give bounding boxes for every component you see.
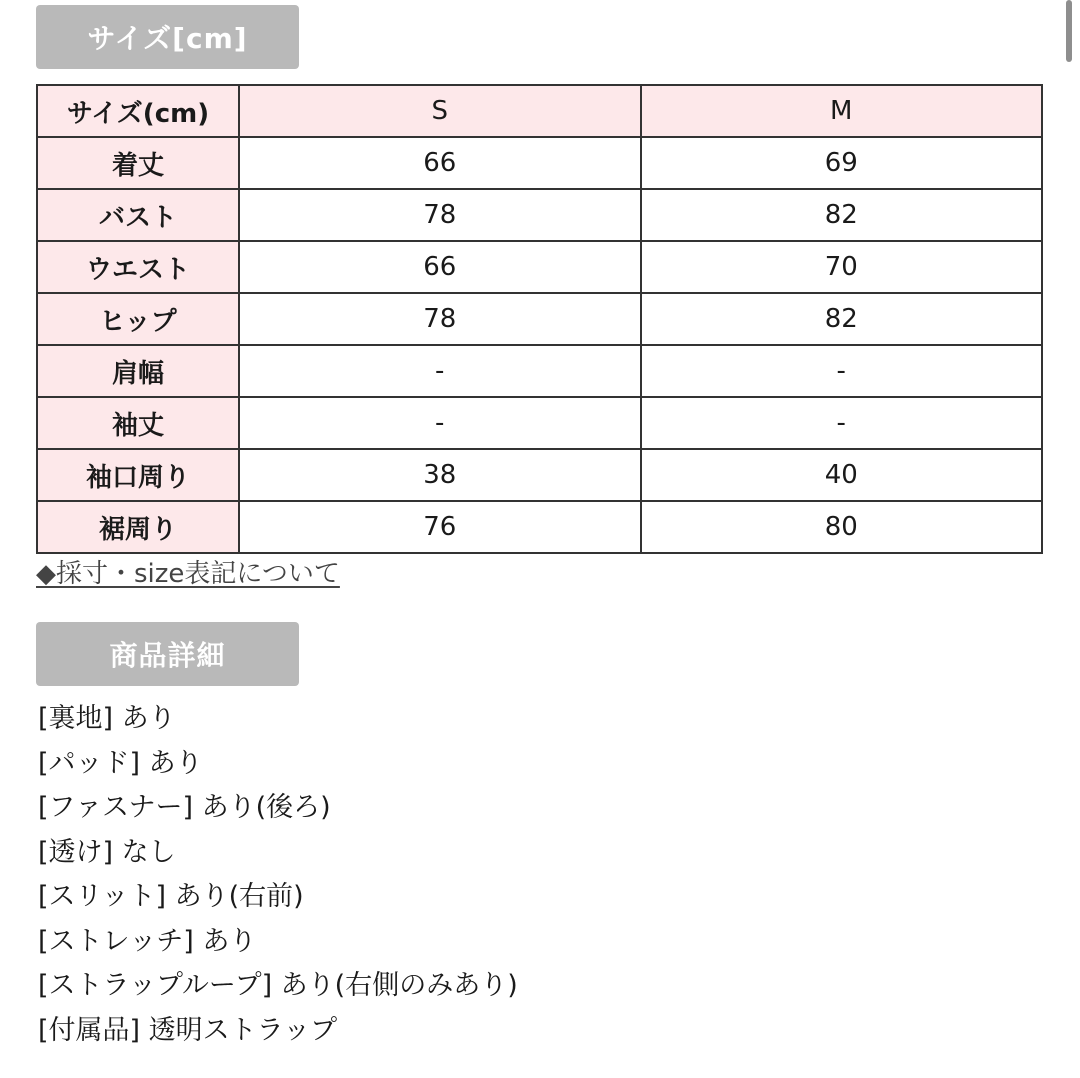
row-label-shoulder: 肩幅 [37,345,239,397]
row-label-waist: ウエスト [37,241,239,293]
cell-value: 82 [641,189,1043,241]
list-item: [ファスナー] あり(後ろ) [38,792,331,823]
row-label-hip: ヒップ [37,293,239,345]
row-label-cuff: 袖口周り [37,449,239,501]
cell-value: 78 [239,293,641,345]
cell-value: 66 [239,241,641,293]
cell-value: - [641,345,1043,397]
size-column-m: M [641,85,1043,137]
table-row [37,293,1042,345]
table-row [37,501,1042,553]
cell-value: - [641,397,1043,449]
cell-value: 40 [641,449,1043,501]
cell-value: - [239,345,641,397]
cell-value: 66 [239,137,641,189]
cell-value: 76 [239,501,641,553]
table-row [37,345,1042,397]
size-table-header-row [37,85,1042,137]
list-item: [透け] なし [38,836,176,868]
size-notation-link[interactable]: ◆採寸・size表記について [36,559,340,589]
list-item: [スリット] あり(右前) [38,881,304,912]
scrollbar[interactable] [1066,0,1072,62]
cell-value: 78 [239,189,641,241]
table-row [37,397,1042,449]
cell-value: - [239,397,641,449]
table-row [37,241,1042,293]
list-item: [パッド] あり [38,747,203,779]
row-label-length: 着丈 [37,137,239,189]
row-label-sleeve-length: 袖丈 [37,397,239,449]
product-detail-list [38,697,518,1053]
list-item: [裏地] あり [38,703,176,734]
list-item: [ストレッチ] あり [38,925,257,957]
cell-value: 38 [239,449,641,501]
cell-value: 70 [641,241,1043,293]
product-detail-section-title: 商品詳細 [36,622,299,686]
list-item: [ストラップループ] あり(右側のみあり) [38,970,518,1001]
table-row [37,189,1042,241]
cell-value: 80 [641,501,1043,553]
size-table [36,84,1043,554]
table-row [37,137,1042,189]
list-item: [付属品] 透明ストラップ [38,1014,338,1046]
row-label-bust: バスト [37,189,239,241]
size-table-header-label: サイズ(cm) [37,85,239,137]
cell-value: 69 [641,137,1043,189]
cell-value: 82 [641,293,1043,345]
table-row [37,449,1042,501]
size-section-title: サイズ[cm] [36,5,299,69]
size-column-s: S [239,85,641,137]
row-label-hem: 裾周り [37,501,239,553]
